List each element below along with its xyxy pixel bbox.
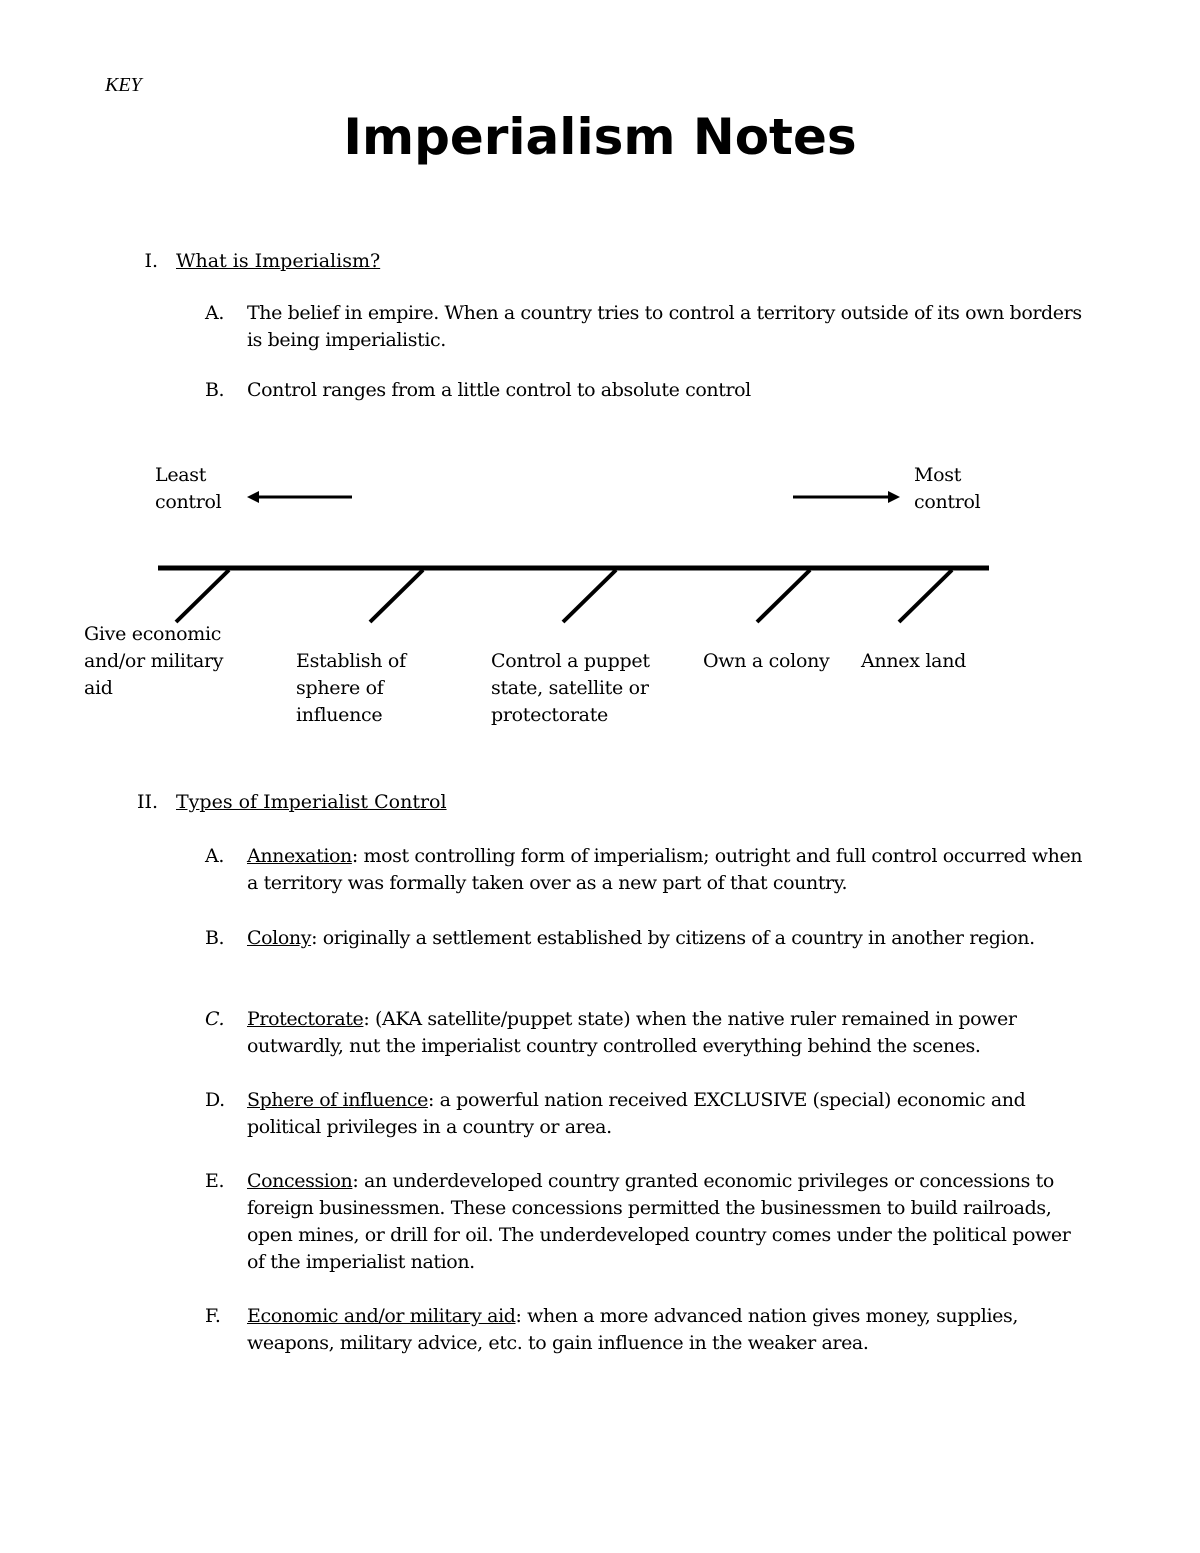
item-term: Colony (247, 927, 312, 949)
item-letter: C. (205, 1008, 225, 1030)
section-1-title: What is Imperialism? (176, 250, 381, 272)
scale-tick-sphere (370, 570, 423, 622)
section-2-item-f (205, 1303, 1090, 1357)
most-control-label: Most control (914, 464, 981, 513)
right-arrow-head (888, 491, 900, 503)
section-2-item-c (205, 1006, 1090, 1060)
section-2-title: Types of Imperialist Control (176, 791, 447, 813)
item-term: Economic and/or military aid (247, 1305, 516, 1327)
left-arrow-head (247, 491, 259, 503)
scale-tick-annex (899, 570, 952, 622)
item-text: The belief in empire. When a country tries to control a territory outside of its own borders is being imperialistic. (247, 302, 1082, 351)
item-letter: A. (205, 302, 224, 324)
item-text: Control ranges from a little control to absolute control (247, 379, 751, 401)
least-control-label: Least control (155, 464, 222, 513)
scale-point-colony: Own a colony (703, 650, 830, 672)
section-2-numeral: II. (136, 791, 158, 813)
section-1-numeral: I. (144, 250, 158, 272)
item-term: Annexation (247, 845, 352, 867)
item-letter: B. (205, 927, 225, 949)
item-term: Sphere of influence (247, 1089, 428, 1111)
item-letter: E. (205, 1170, 225, 1192)
item-term: Concession (247, 1170, 353, 1192)
section-2-item-d (205, 1087, 1090, 1141)
section-2-item-a (205, 843, 1090, 897)
scale-point-annex: Annex land (861, 650, 966, 672)
section-2-heading (116, 791, 447, 813)
key-label: KEY (105, 74, 142, 96)
item-text: : a powerful nation received EXCLUSIVE (special) economic and political privileges in a country or area. (247, 1089, 1026, 1138)
scale-tick-aid (176, 570, 229, 622)
item-term: Protectorate (247, 1008, 364, 1030)
scale-tick-puppet (563, 570, 616, 622)
item-letter: F. (205, 1305, 221, 1327)
scale-point-aid: Give economic and/or military aid (84, 623, 224, 699)
scale-tick-colony (757, 570, 810, 622)
item-text: : when a more advanced nation gives money, supplies, weapons, military advice, etc. to gain influence in the weaker area. (247, 1305, 1018, 1354)
page-title: Imperialism Notes (343, 108, 857, 166)
section-2-item-e (205, 1168, 1090, 1276)
item-text: : originally a settlement established by citizens of a country in another region. (311, 927, 1035, 949)
section-2-item-b (205, 925, 1090, 952)
scale-point-sphere: Establish of sphere of influence (296, 650, 406, 726)
scale-point-puppet: Control a puppet state, satellite or protectorate (491, 650, 650, 726)
item-letter: D. (205, 1089, 225, 1111)
item-letter: B. (205, 379, 225, 401)
item-text: : (AKA satellite/puppet state) when the native ruler remained in power outwardly, nut the imperialist country controlled everything behind the scenes. (247, 1008, 1017, 1057)
item-letter: A. (205, 845, 224, 867)
item-text: : most controlling form of imperialism; outright and full control occurred when a territory was formally taken over as a new part of that country. (247, 845, 1083, 894)
item-text: : an underdeveloped country granted economic privileges or concessions to foreign businessmen. These concessions permitted the businessmen to build railroads, open mines, or drill for oil. The underdeveloped country comes under the political power of the imperialist nation. (247, 1170, 1071, 1273)
